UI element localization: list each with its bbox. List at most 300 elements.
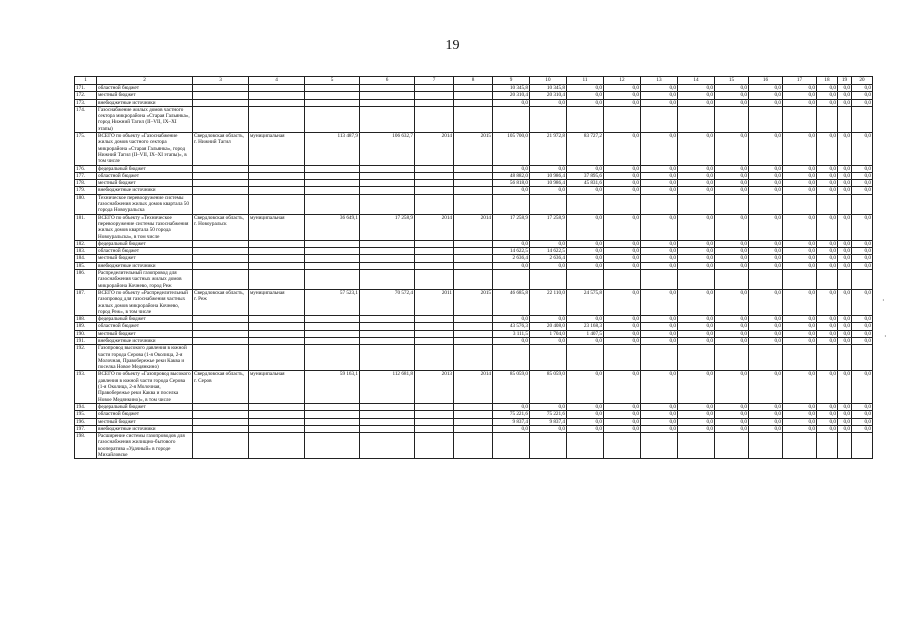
table-cell [817,194,838,214]
row-number-cell: 185. [75,262,97,269]
column-number-cell: 20 [852,77,873,85]
item-name-cell: ВСЕГО по объекту «Техническое перевооружение системы газоснабжения жилых домов квартала 50 города Новоуральска», в том числе [97,214,193,240]
table-cell: 0,0 [783,411,817,418]
table-row [75,194,873,214]
table-cell [360,180,415,187]
table-cell: 0,0 [838,255,852,262]
table-cell: 0,0 [567,371,604,403]
item-name-cell: Газоснабжение жилых домов частного сектора микрорайона «Старая Гальянка», город Нижний Тагил (II–VII, IX–XI этапы) [97,106,193,132]
table-cell: 0,0 [604,187,641,194]
table-cell [305,180,360,187]
column-number-cell: 14 [678,77,715,85]
table-cell [360,330,415,337]
table-cell: 0,0 [715,172,749,179]
table-cell [567,270,604,290]
row-number-cell: 171. [75,85,97,92]
table-cell [678,433,715,459]
table-cell: 0,0 [783,330,817,337]
item-name-cell: Распределительный газопровод для газоснабжения частных жилых домов микрорайона Кочнево, город Реж [97,270,193,290]
table-cell: 0,0 [678,316,715,323]
table-cell [415,85,454,92]
table-row [75,411,873,418]
table-cell [817,106,838,132]
table-cell: 0,0 [817,337,838,344]
table-cell: 2014 [454,214,493,240]
table-cell [360,337,415,344]
table-cell [360,165,415,172]
table-cell: 0,0 [493,337,530,344]
table-cell: 0,0 [678,371,715,403]
table-row [75,106,873,132]
table-cell: 0,0 [641,214,678,240]
table-cell: 0,0 [749,248,783,255]
table-cell [193,85,249,92]
table-cell [193,337,249,344]
table-cell: 0,0 [838,418,852,425]
table-cell: 0,0 [838,337,852,344]
table-cell [641,194,678,214]
table-cell [249,262,305,269]
table-cell: 0,0 [783,172,817,179]
table-cell [305,240,360,247]
table-cell: 0,0 [678,180,715,187]
table-cell: 0,0 [678,323,715,330]
table-cell: 0,0 [678,262,715,269]
table-cell: 0,0 [838,411,852,418]
table-cell [193,240,249,247]
item-name-cell: местный бюджет [97,92,193,99]
table-cell [415,106,454,132]
table-cell: 0,0 [715,180,749,187]
table-cell [454,172,493,179]
table-cell: 0,0 [852,172,873,179]
table-cell: 56 818,0 [493,180,530,187]
table-row [75,371,873,403]
table-cell: 0,0 [838,323,852,330]
table-cell: 0,0 [493,403,530,410]
table-cell [604,194,641,214]
table-cell: 2015 [454,289,493,315]
table-cell [749,270,783,290]
table-cell [360,316,415,323]
table-cell: 0,0 [604,99,641,106]
table-cell [715,106,749,132]
table-cell [852,433,873,459]
table-cell [530,106,567,132]
table-cell [249,433,305,459]
table-cell: 2 636,4 [493,255,530,262]
table-cell [415,316,454,323]
item-name-cell: Газопровод высокого давления в южной части города Серова (1-я Околица, 2-я Молочная, Правобережье реки Каква и поселка Новое Медянкино) [97,345,193,371]
table-cell: 85 059,0 [530,371,567,403]
table-cell: 0,0 [604,425,641,432]
column-number-cell: 1 [75,77,97,85]
table-cell: 0,0 [852,418,873,425]
table-cell: 0,0 [493,425,530,432]
table-cell: 0,0 [604,316,641,323]
table-cell: 0,0 [749,337,783,344]
column-number-cell: 3 [193,77,249,85]
table-cell: 0,0 [783,262,817,269]
table-cell: 0,0 [678,330,715,337]
table-cell: 2013 [415,371,454,403]
table-cell: 0,0 [715,403,749,410]
item-name-cell: ВСЕГО по объекту «Распределительный газопровод для газоснабжения частных жилых домов микрорайона Кочнево, город Реж», в том числе [97,289,193,315]
table-cell [817,345,838,371]
table-cell [783,270,817,290]
table-cell [415,180,454,187]
table-cell: 0,0 [838,248,852,255]
table-cell: 0,0 [567,165,604,172]
table-cell: 0,0 [783,85,817,92]
table-cell: 0,0 [852,133,873,165]
table-cell: 0,0 [817,187,838,194]
table-cell: 17 258,9 [530,214,567,240]
table-cell [415,403,454,410]
table-cell [193,187,249,194]
table-cell: 0,0 [838,92,852,99]
table-cell [454,106,493,132]
table-cell: 0,0 [817,133,838,165]
column-number-cell: 15 [715,77,749,85]
table-cell: 0,0 [567,262,604,269]
row-number-cell: 187. [75,289,97,315]
table-cell: 2014 [415,133,454,165]
table-cell: муниципальная [249,133,305,165]
table-cell [305,337,360,344]
table-cell: 0,0 [604,255,641,262]
table-cell: 2014 [454,371,493,403]
item-name-cell: внебюджетные источники [97,187,193,194]
table-cell [249,106,305,132]
row-number-cell: 182. [75,240,97,247]
budget-table-container [74,76,871,459]
table-cell [415,92,454,99]
table-cell: 0,0 [641,262,678,269]
table-cell: 0,0 [817,316,838,323]
table-cell: 0,0 [817,411,838,418]
table-cell: 10 986,4 [530,180,567,187]
table-cell: 20 310,4 [530,92,567,99]
row-number-cell: 183. [75,248,97,255]
table-cell [415,99,454,106]
table-cell: 0,0 [530,316,567,323]
table-cell [305,194,360,214]
table-cell: 0,0 [678,418,715,425]
table-cell: 57 523,1 [305,289,360,315]
table-cell [249,270,305,290]
table-cell: 0,0 [715,248,749,255]
table-cell [193,418,249,425]
table-cell: 0,0 [493,165,530,172]
table-cell: 0,0 [678,133,715,165]
table-row [75,262,873,269]
table-cell: 0,0 [783,180,817,187]
table-cell: 0,0 [852,248,873,255]
table-cell [193,403,249,410]
table-cell: 0,0 [783,418,817,425]
table-cell: 3 111,5 [493,330,530,337]
table-cell: 0,0 [493,99,530,106]
table-row [75,255,873,262]
table-cell: 0,0 [604,418,641,425]
table-cell: 0,0 [783,425,817,432]
table-cell: 0,0 [817,425,838,432]
table-cell [454,270,493,290]
table-cell: 0,0 [715,330,749,337]
table-cell [305,85,360,92]
table-cell: муниципальная [249,289,305,315]
table-cell: 0,0 [604,262,641,269]
table-row [75,133,873,165]
table-cell: 0,0 [749,411,783,418]
table-cell: 0,0 [817,248,838,255]
table-cell: 0,0 [641,85,678,92]
table-cell [715,270,749,290]
table-cell [852,345,873,371]
item-name-cell: федеральный бюджет [97,316,193,323]
table-row [75,172,873,179]
table-cell [838,194,852,214]
table-cell [193,255,249,262]
column-number-cell: 16 [749,77,783,85]
table-cell [249,248,305,255]
table-cell [305,262,360,269]
table-cell: 0,0 [641,248,678,255]
table-cell: 0,0 [838,214,852,240]
table-cell: 0,0 [678,411,715,418]
table-cell [249,337,305,344]
table-cell [415,433,454,459]
column-number-cell: 8 [454,77,493,85]
table-cell [783,194,817,214]
table-cell: 0,0 [604,240,641,247]
table-cell: 0,0 [715,99,749,106]
table-cell: 0,0 [604,92,641,99]
table-cell: 0,0 [641,418,678,425]
table-cell [454,411,493,418]
table-cell: 0,0 [567,337,604,344]
table-cell: 0,0 [715,323,749,330]
item-name-cell: внебюджетные источники [97,425,193,432]
table-cell [360,99,415,106]
table-cell: 0,0 [852,262,873,269]
table-cell: 0,0 [530,187,567,194]
table-cell [360,411,415,418]
table-cell [305,316,360,323]
row-number-cell: 190. [75,330,97,337]
table-cell [360,248,415,255]
table-cell [783,433,817,459]
table-cell: 0,0 [678,99,715,106]
table-cell [193,345,249,371]
table-cell [249,425,305,432]
table-cell: 0,0 [783,99,817,106]
table-cell: 0,0 [715,425,749,432]
table-cell [249,323,305,330]
table-cell [305,106,360,132]
column-number-cell: 18 [817,77,838,85]
table-cell: 0,0 [641,371,678,403]
table-cell: 0,0 [715,316,749,323]
table-cell [454,240,493,247]
table-cell [305,99,360,106]
table-cell: 0,0 [715,289,749,315]
table-cell [749,345,783,371]
table-cell [360,194,415,214]
table-row [75,418,873,425]
table-row [75,403,873,410]
table-cell: 0,0 [852,255,873,262]
table-cell [493,270,530,290]
table-cell [415,255,454,262]
table-cell: 0,0 [493,316,530,323]
table-cell: 0,0 [604,180,641,187]
row-number-cell: 180. [75,194,97,214]
table-row [75,240,873,247]
table-cell [454,165,493,172]
table-cell [415,172,454,179]
table-cell: 0,0 [678,187,715,194]
table-cell [454,92,493,99]
table-cell [193,316,249,323]
table-cell: 0,0 [715,337,749,344]
table-cell: 0,0 [604,330,641,337]
table-cell [415,187,454,194]
table-cell: 0,0 [838,262,852,269]
table-cell: 36 649,1 [305,214,360,240]
budget-table [74,76,873,459]
table-cell: 113 487,9 [305,133,360,165]
table-cell [454,433,493,459]
table-cell [415,323,454,330]
table-cell: 0,0 [749,255,783,262]
table-cell: 85 059,0 [493,371,530,403]
table-cell: 0,0 [817,99,838,106]
table-cell [360,187,415,194]
table-cell: 0,0 [838,403,852,410]
table-cell: 0,0 [567,411,604,418]
table-cell: 0,0 [783,289,817,315]
table-cell: 0,0 [838,425,852,432]
table-cell: 20 310,4 [493,92,530,99]
table-cell [249,403,305,410]
table-cell: 0,0 [567,240,604,247]
table-cell [360,92,415,99]
table-cell: 0,0 [530,165,567,172]
table-cell: 75 221,6 [493,411,530,418]
row-number-cell: 184. [75,255,97,262]
table-cell: 0,0 [749,165,783,172]
table-cell [454,255,493,262]
table-row [75,187,873,194]
table-cell [454,345,493,371]
table-cell [193,194,249,214]
table-cell: 0,0 [817,255,838,262]
row-number-cell: 188. [75,316,97,323]
table-cell [567,194,604,214]
table-cell [415,262,454,269]
table-cell: 83 727,2 [567,133,604,165]
table-row [75,425,873,432]
table-cell: 0,0 [641,425,678,432]
table-cell [454,180,493,187]
column-number-cell: 19 [838,77,852,85]
table-cell: 0,0 [604,214,641,240]
item-name-cell: местный бюджет [97,330,193,337]
table-cell: 0,0 [567,92,604,99]
table-cell: 0,0 [604,85,641,92]
table-cell: 0,0 [783,316,817,323]
table-cell: 0,0 [567,248,604,255]
table-cell [493,345,530,371]
table-cell: 0,0 [852,425,873,432]
table-cell: 0,0 [749,425,783,432]
table-cell: 0,0 [530,425,567,432]
table-cell: 0,0 [715,240,749,247]
table-cell: 0,0 [749,403,783,410]
table-cell [715,194,749,214]
table-cell: 0,0 [838,165,852,172]
table-row [75,345,873,371]
table-cell [749,433,783,459]
table-cell [678,270,715,290]
table-cell [193,433,249,459]
table-row [75,165,873,172]
table-cell: 14 622,5 [493,248,530,255]
table-cell [305,255,360,262]
table-cell: 0,0 [783,255,817,262]
table-cell: 0,0 [749,289,783,315]
row-number-cell: 191. [75,337,97,344]
row-number-cell: 196. [75,418,97,425]
table-row [75,330,873,337]
table-cell [454,418,493,425]
table-cell [678,106,715,132]
table-cell [415,345,454,371]
row-number-cell: 179. [75,187,97,194]
table-cell [415,270,454,290]
table-row [75,248,873,255]
table-cell: 48 882,0 [493,172,530,179]
table-cell [567,433,604,459]
table-cell: 0,0 [715,255,749,262]
table-cell: 0,0 [678,289,715,315]
table-cell: 0,0 [852,85,873,92]
table-cell: 0,0 [852,316,873,323]
table-cell: 0,0 [817,323,838,330]
table-cell: 2011 [415,289,454,315]
table-cell: 43 576,3 [493,323,530,330]
item-name-cell: внебюджетные источники [97,337,193,344]
table-cell [360,240,415,247]
row-number-cell: 173. [75,99,97,106]
table-cell: 0,0 [678,92,715,99]
table-cell [493,194,530,214]
table-cell: 0,0 [852,371,873,403]
table-cell [360,270,415,290]
table-cell: 0,0 [567,403,604,410]
row-number-cell: 178. [75,180,97,187]
table-cell [305,345,360,371]
table-cell [305,165,360,172]
table-cell: 0,0 [530,403,567,410]
table-row [75,85,873,92]
item-name-cell: местный бюджет [97,255,193,262]
table-cell: 0,0 [678,214,715,240]
table-cell [454,330,493,337]
table-cell: 0,0 [604,289,641,315]
